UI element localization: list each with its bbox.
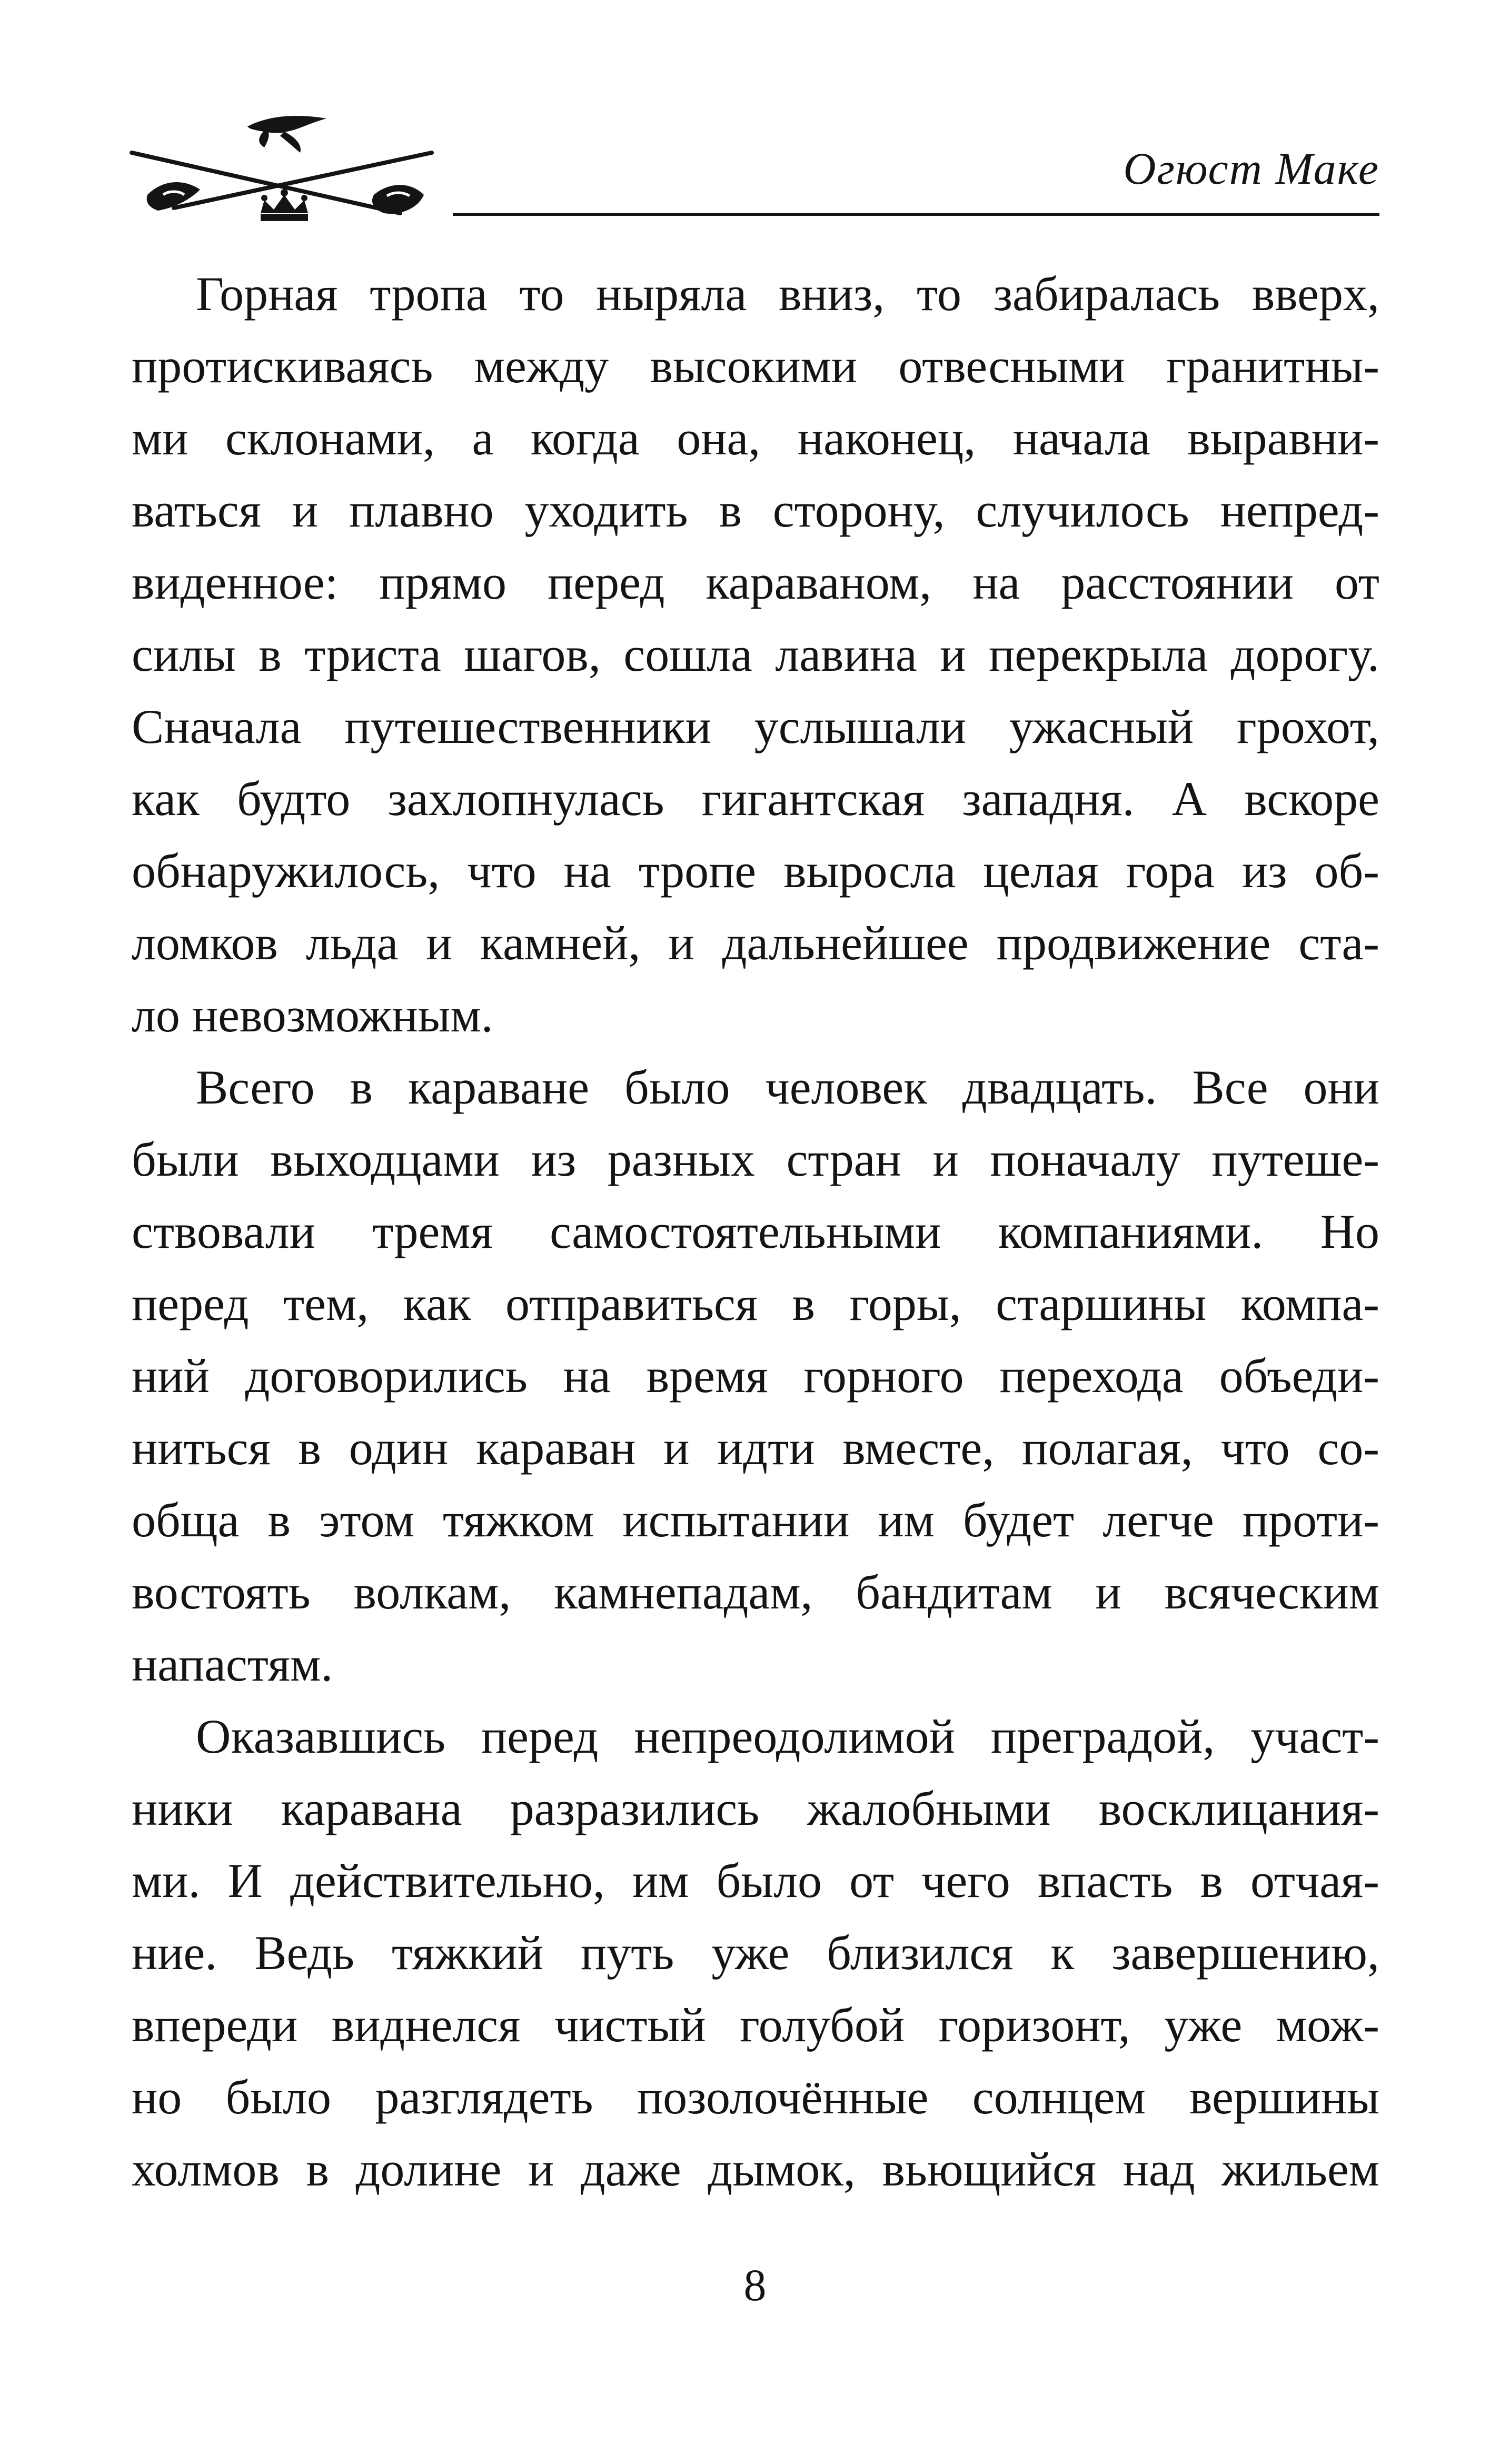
paragraph-2	[132, 1051, 1379, 1701]
header-rule	[453, 213, 1379, 216]
paragraph-1	[132, 258, 1379, 1051]
running-header-author: Огюст Маке	[1123, 143, 1379, 194]
text-line: ние. Ведь тяжкий путь уже близился к завершению,	[132, 1926, 1379, 1980]
text-line: ствовали тремя самостоятельными компаниями. Но	[132, 1205, 1379, 1258]
text-line: ломков льда и камней, и дальнейшее продвижение ста-	[132, 916, 1379, 970]
text-line: ниться в один караван и идти вместе, полагая, что со-	[132, 1421, 1379, 1475]
text-line: перед тем, как отправиться в горы, старшины компа-	[132, 1277, 1379, 1330]
text-line: востоять волкам, камнепадам, бандитам и всяческим	[132, 1565, 1379, 1619]
text-line: Оказавшись перед непреодолимой преградой, участ-	[196, 1710, 1379, 1763]
text-line: Сначала путешественники услышали ужасный грохот,	[132, 700, 1379, 753]
text-line: ники каравана разразились жалобными восклицания-	[132, 1782, 1379, 1835]
running-header	[126, 116, 1379, 237]
text-line: были выходцами из разных стран и поначалу путеше-	[132, 1132, 1379, 1186]
text-line: но было разглядеть позолочённые солнцем вершины	[132, 2070, 1379, 2124]
text-line: Всего в караване было человек двадцать. Все они	[196, 1060, 1379, 1114]
text-line: напастям.	[132, 1637, 333, 1691]
text-line: холмов в долине и даже дымок, вьющийся над жильем	[132, 2142, 1379, 2196]
text-line: ваться и плавно уходить в сторону, случилось непред-	[132, 483, 1379, 537]
text-line: впереди виднелся чистый голубой горизонт, уже мож-	[132, 1998, 1379, 2052]
text-line: протискиваясь между высокими отвесными гранитны-	[132, 339, 1379, 393]
text-line: ми склонами, а когда она, наконец, начала выравни-	[132, 411, 1379, 465]
paragraph-3	[132, 1701, 1379, 2205]
text-line: виденное: прямо перед караваном, на расстоянии от	[132, 555, 1379, 609]
text-line: ло невозможным.	[132, 988, 493, 1042]
body-text	[132, 258, 1379, 2205]
page-number: 8	[743, 2260, 767, 2310]
text-line: обща в этом тяжком испытании им будет легче проти-	[132, 1493, 1379, 1547]
text-line: обнаружилось, что на тропе выросла целая гора из об-	[132, 844, 1379, 898]
crossed-swords-crown-bird-emblem-icon	[126, 116, 442, 237]
text-line: как будто захлопнулась гигантская западня. А вскоре	[132, 772, 1379, 826]
text-line: силы в триста шагов, сошла лавина и перекрыла дорогу.	[132, 628, 1379, 681]
text-line: ний договорились на время горного перехода объеди-	[132, 1349, 1379, 1403]
text-line: ми. И действительно, им было от чего впасть в отчая-	[132, 1854, 1379, 1907]
text-line: Горная тропа то ныряла вниз, то забиралась вверх,	[196, 267, 1379, 321]
